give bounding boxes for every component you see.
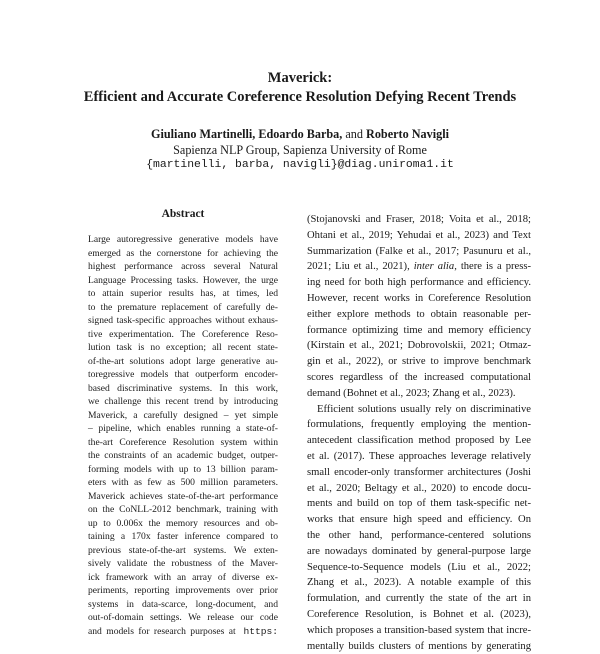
text-line: antecedent classification method proposed by Lee — [307, 435, 531, 447]
text-line: Maverick achieves state-of-the-art performance — [88, 490, 278, 502]
text-line: Ohtani et al., 2019; Yehudai et al., 2023) and Text — [307, 229, 531, 241]
text-line: ick framework with an array of diverse ex- — [88, 571, 278, 583]
text-line: signed task-specific approaches without exhaus- — [88, 315, 278, 326]
text-line: (Kirstain et al., 2021; Dobrovolskii, 2021; Otmaz- — [307, 340, 531, 352]
text-line: Efficient solutions usually rely on discriminative — [317, 403, 531, 415]
text-fragment: and models for research purposes at — [88, 625, 236, 637]
text-line: Large autoregressive generative models have — [88, 234, 278, 245]
intro-body — [307, 212, 531, 654]
text-line: previous state-of-the-art systems. We exten- — [88, 544, 278, 556]
text-line: toregressive models that outperform encoder- — [88, 369, 278, 380]
text-line: systems in data-scarce, long-document, and — [88, 598, 278, 610]
text-line: eters with as few as 500 million parameters. — [88, 477, 278, 488]
text-line: formance optimizing time and memory efficiency — [307, 324, 531, 336]
text-line: Language Processing tasks. However, the urge — [88, 274, 278, 286]
text-line: based discriminative systems. In this work, — [88, 382, 278, 394]
text-line: the other hand, performance-centered solutions — [307, 529, 531, 541]
affiliation: Sapienza NLP Group, Sapienza University of Rome — [173, 143, 427, 157]
text-line: scores regardless of the increased computational — [307, 371, 531, 383]
authors-first: Giuliano Martinelli, Edoardo Barba, — [151, 127, 343, 141]
authors-last: Roberto Navigli — [366, 127, 449, 141]
text-line: demand (Bohnet et al., 2023; Zhang et al., 2023). — [307, 387, 516, 399]
text-line: works that ensure high speed and efficiency. On — [307, 514, 531, 526]
abstract-body — [88, 233, 278, 638]
text-line — [307, 259, 531, 275]
text-line: Summarization (Falke et al., 2017; Pasunuru et al., — [307, 245, 531, 257]
text-line: ments and build on top of them task-specific net- — [307, 498, 531, 510]
text-fragment: 2021; Liu et al., 2021), — [307, 261, 414, 273]
text-line: Coreference Resolution, is Bohnet et al. (2023), — [307, 608, 531, 620]
text-fragment: , there is a press- — [454, 261, 532, 273]
text-line: gin et al., 2022), or strive to improve benchmark — [307, 356, 531, 368]
text-line: highest performance across several Natural — [88, 261, 278, 272]
text-line: – pipeline, which enables running a state-of- — [88, 423, 278, 434]
text-line: Maverick, a carefully designed – yet simple — [88, 409, 278, 421]
text-line: mentally builds clusters of mentions by generating — [307, 640, 531, 652]
text-line: et al., 2020; Beltagy et al., 2020) to encode docu- — [307, 482, 531, 494]
author-list — [0, 126, 600, 142]
text-line: are nowadays dominated by general-purpose large — [307, 545, 531, 557]
text-line: emerged as the cornerstone for achieving the — [88, 247, 278, 259]
text-line: et al. (2017). These approaches leverage relatively — [307, 450, 531, 462]
text-line: the constraints of an academic budget, outper- — [88, 450, 278, 461]
text-line: small encoder-only transformer architectures (Joshi — [307, 466, 531, 478]
text-line: of-the-art solutions adopt large generative au- — [88, 355, 278, 367]
code-link[interactable]: https: — [235, 625, 278, 637]
text-line: up to 0.006x the memory resources and ob- — [88, 517, 278, 529]
text-line: Sequence-to-Sequence models (Liu et al., 2022; — [307, 561, 531, 573]
paper-title-line-1: Maverick: — [267, 70, 333, 86]
text-line — [88, 625, 278, 639]
authors-and: and — [342, 127, 367, 141]
italic-phrase: inter alia — [413, 261, 455, 273]
abstract-heading: Abstract — [161, 208, 205, 220]
text-line: we challenge this recent trend by introducing — [88, 396, 278, 407]
text-line: lution task is no exception; all recent state- — [88, 342, 278, 353]
text-line: periments, reporting improvements over prior — [88, 585, 278, 596]
text-line: the-art Coreference Resolution system within — [88, 436, 278, 448]
text-line: which proposes a transition-based system that incre- — [307, 624, 531, 636]
text-line: formulation, and currently the state of the art in — [307, 593, 531, 605]
text-line: to the premature replacement of carefully de- — [88, 301, 278, 313]
text-line: sively validate the robustness of the Maver- — [88, 558, 278, 569]
text-line: to attain superior results has, at times, led — [88, 288, 278, 299]
author-email: {martinelli, barba, navigli}@diag.uniroma1.it — [146, 159, 454, 171]
text-line: Zhang et al., 2023). A notable example of this — [307, 577, 531, 589]
paper-title-line-2: Efficient and Accurate Coreference Resolution Defying Recent Trends — [83, 89, 517, 105]
text-line: tive experimentation. The Coreference Reso- — [88, 328, 278, 340]
text-line: out-of-domain settings. We release our code — [88, 612, 278, 623]
text-line: ing need for both high performance and efficiency. — [307, 277, 531, 289]
text-line: on the CoNLL-2012 benchmark, training with — [88, 504, 278, 515]
text-line: However, recent works in Coreference Resolution — [307, 292, 531, 304]
text-line: either explore methods to obtain reasonable per- — [307, 308, 531, 320]
text-line: formulations, frequently employing the mention- — [307, 419, 531, 431]
text-line: forming models with up to 13 billion param- — [88, 463, 278, 475]
text-line: (Stojanovski and Fraser, 2018; Voita et al., 2018; — [307, 214, 531, 225]
text-line: taining a 170x faster inference compared to — [88, 531, 278, 542]
